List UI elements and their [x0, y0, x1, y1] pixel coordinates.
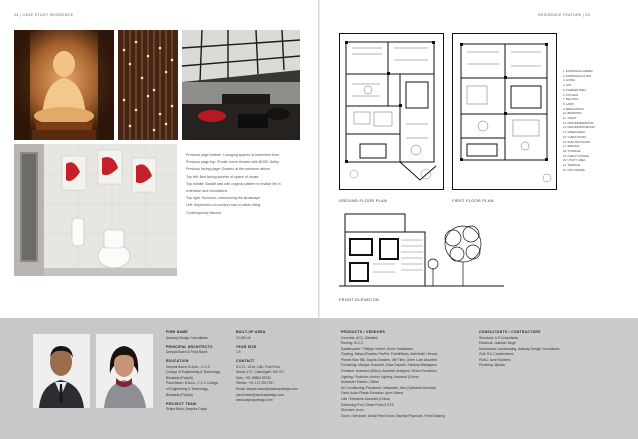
consultant-line: Mechanical: Landscaping: Aashray Design Consultants	[479, 346, 560, 351]
caption-line: Previous page top: Private home theatre with BOSE Dolby	[186, 160, 279, 165]
consultant-line: HVAC: Aone Systems	[479, 357, 511, 362]
credits-column-firm	[166, 330, 230, 416]
education-line: College of Engineering & Technology,	[166, 370, 221, 375]
bathroom-photo	[14, 144, 177, 276]
ground-floor-plan-drawing	[339, 33, 444, 190]
product-line: Roofing: B.O.C	[341, 341, 364, 346]
product-line: Lighting / Switches: Ambor Lighting, Assorted (China)	[341, 374, 419, 379]
product-line: Sanitaryware / Fittings: Kohler, Grohe Sanitations	[341, 346, 414, 351]
buddha-alcove-photo	[14, 30, 114, 140]
credits-column-contact	[236, 330, 300, 407]
year-size-heading: YEAR SIZE	[236, 344, 257, 349]
sunroom-photo	[182, 30, 300, 140]
caption-line: extension and circulations	[186, 189, 228, 194]
firm-name-value: Aashray Design Consultants	[166, 335, 208, 340]
legend-item: 19. FAMILY LOUNGE	[563, 154, 589, 158]
legend-item: 16. ELECTRIC ROOM	[563, 140, 590, 144]
legend-item: 9. MEDIA ROOM	[563, 107, 584, 111]
contact-line: Sector 17C, Chandigarh 160 017	[236, 370, 285, 375]
legend-item: 10. BEDROOM	[563, 112, 582, 116]
legend-item: 2. ENTRANCE FOYER	[563, 74, 591, 78]
legend-item: 18. STORAGE	[563, 149, 581, 153]
education-line: of Engineering & Technology,	[166, 387, 209, 392]
front-elevation-label: FRONT ELEVATION	[339, 297, 380, 302]
legend-item: 12. MASTER BEDROOM	[563, 121, 594, 125]
product-line: Furniture: Assorted (Gilton), Assorted designed, Vision Furnishers	[341, 369, 437, 374]
built-area-value: 12,000 sft	[236, 335, 251, 340]
first-floor-plan-drawing	[452, 33, 557, 190]
contact-heading: CONTACT	[236, 359, 255, 364]
caption-line: Previous facing page: Gazebo at the entrance atrium	[186, 167, 271, 172]
caption-line: Top right: Sunroom, overlooking the landscape	[186, 196, 261, 201]
right-page-header: RESIDENCE FEATURE | 35	[538, 13, 590, 17]
credits-column-consultants	[479, 330, 599, 373]
caption-line: Top left: Bed facing sunrise of space of house	[186, 174, 259, 179]
legend-item: 15. GUEST ROOM	[563, 135, 586, 139]
legend-item: 8. LAWN	[563, 102, 574, 106]
architect-portrait-male	[33, 334, 90, 408]
consultant-line: Structural: A.P.Consultants	[479, 335, 518, 340]
legend-item: 11. TOILET	[563, 117, 577, 121]
principal-heading: PRINCIPAL ARCHITECTS	[166, 344, 213, 349]
contact-line: Email: deepak.bawri@aashraydesign.com	[236, 387, 298, 392]
product-line: Lifts / Elevators: Assorted (China)	[341, 397, 390, 402]
first-floor-plan-label: FIRST FLOOR PLAN	[452, 198, 494, 203]
architect-portrait-female	[96, 334, 153, 408]
legend-item: 17. SERVICE	[563, 145, 580, 149]
ground-floor-plan-label: GROUND FLOOR PLAN	[339, 198, 388, 203]
built-area-heading: BUILT-UP AREA	[236, 330, 266, 334]
legend-item: 22. DOG KENNEL	[563, 168, 586, 172]
contact-line: S.C.O.: 1416, 14th, First Floor	[236, 364, 280, 369]
plan-legend	[563, 70, 627, 173]
legend-item: 7. BALCONY	[563, 98, 579, 102]
legend-item: 13. MASTER BATHROOM	[563, 126, 595, 130]
product-line: Planed Wax Silk, Dapha Granites, Vile Tiles, Greer Luxe Assorted	[341, 357, 437, 362]
products-heading: PRODUCTS / VENDORS	[341, 330, 386, 334]
caption-line: Left: Impression of country-road or urban living	[186, 203, 261, 208]
legend-item: 20. UTILITY AREA	[563, 159, 586, 163]
caption-line: Top middle: Backlit wall with organic pattern to enable life in	[186, 181, 281, 186]
consultant-line: Civil: R.K.Constructions	[479, 352, 514, 357]
education-line: Parul Bawri: B.Arch., C.C.S College	[166, 381, 219, 386]
credits-column-products	[341, 330, 461, 423]
legend-item: 5. POWDER AREA	[563, 88, 586, 92]
education-line: Deepak Bawri: B.Arch., C.C.S	[166, 364, 210, 369]
legend-item: 14. GREEN AREA	[563, 131, 585, 135]
contact-line: Mob.: +91 99884 05750	[236, 375, 271, 380]
product-line: Furnishing: Marque, Assorted, Essa Carpets, Sanitary Wallpapers	[341, 363, 437, 368]
legend-item: 4. LIFT	[563, 84, 572, 88]
product-line: Air Conditioning: Panasonic, Mitsubishi, Aire (Optimized Mumbai)	[341, 385, 437, 390]
legend-item: 1. ENTRANCE GAZEBO	[563, 70, 593, 73]
education-heading: EDUCATION	[166, 359, 189, 364]
left-page-header: 34 | CASE STUDY RESIDENCE	[14, 13, 74, 17]
photo-captions	[186, 152, 316, 217]
product-line: Doors / Windows: Jindal Paint Doors, Barelay Plywoods, Fixed Glazing	[341, 413, 445, 418]
product-line: Swimming Pool: Smart Pools & ETA	[341, 402, 394, 407]
product-line: Flooring: Italian (Rosalia, PavPet, Portolliflora), Wall finish | Brown,	[341, 352, 439, 357]
consultant-line: Plumbing: Mjinder	[479, 363, 506, 368]
legend-item: 6. KITCHEN	[563, 93, 578, 97]
education-line: Bhalawla (Punjab)	[166, 375, 193, 380]
project-team-heading: PROJECT TEAM	[166, 401, 197, 406]
consultant-line: Electrical: Jasinder Singh	[479, 341, 517, 346]
legend-item: 3. LIVING	[563, 79, 575, 83]
product-line: Schneider Electric, Clifton	[341, 380, 379, 385]
legend-item: 21. TERRACE	[563, 164, 581, 168]
firm-name-heading: FIRM NAME	[166, 330, 188, 334]
principal-value: Deepak Bawri & Parul Bawri	[166, 350, 208, 355]
education-line: Bhalawla (Punjab)	[166, 392, 193, 397]
product-line: Paint: Asian Plastic Emulsion, Apex Ultima	[341, 391, 403, 396]
front-elevation-drawing	[339, 210, 504, 292]
caption-line: Contemporary fixtures	[186, 210, 222, 215]
year-size-value: 1.5	[236, 350, 241, 355]
project-team-value: Shilpa Bisht, Deepika Goyal	[166, 407, 207, 412]
caption-line: Previous page bottom: Lounging spaces of basement floor	[186, 153, 279, 157]
contact-line: Telefax: +91 172 3917157	[236, 381, 275, 386]
contact-line: www.aashraydesign.com	[236, 398, 273, 403]
product-line: Structure: Acon	[341, 408, 364, 413]
contact-line: parul.bawri@aashraydesign.com	[236, 392, 285, 397]
consultants-heading: CONSULTANTS / CONTRACTORS	[479, 330, 541, 334]
product-line: Concrete: ACC, Ultratech	[341, 335, 379, 340]
hanging-lights-photo	[118, 30, 178, 140]
